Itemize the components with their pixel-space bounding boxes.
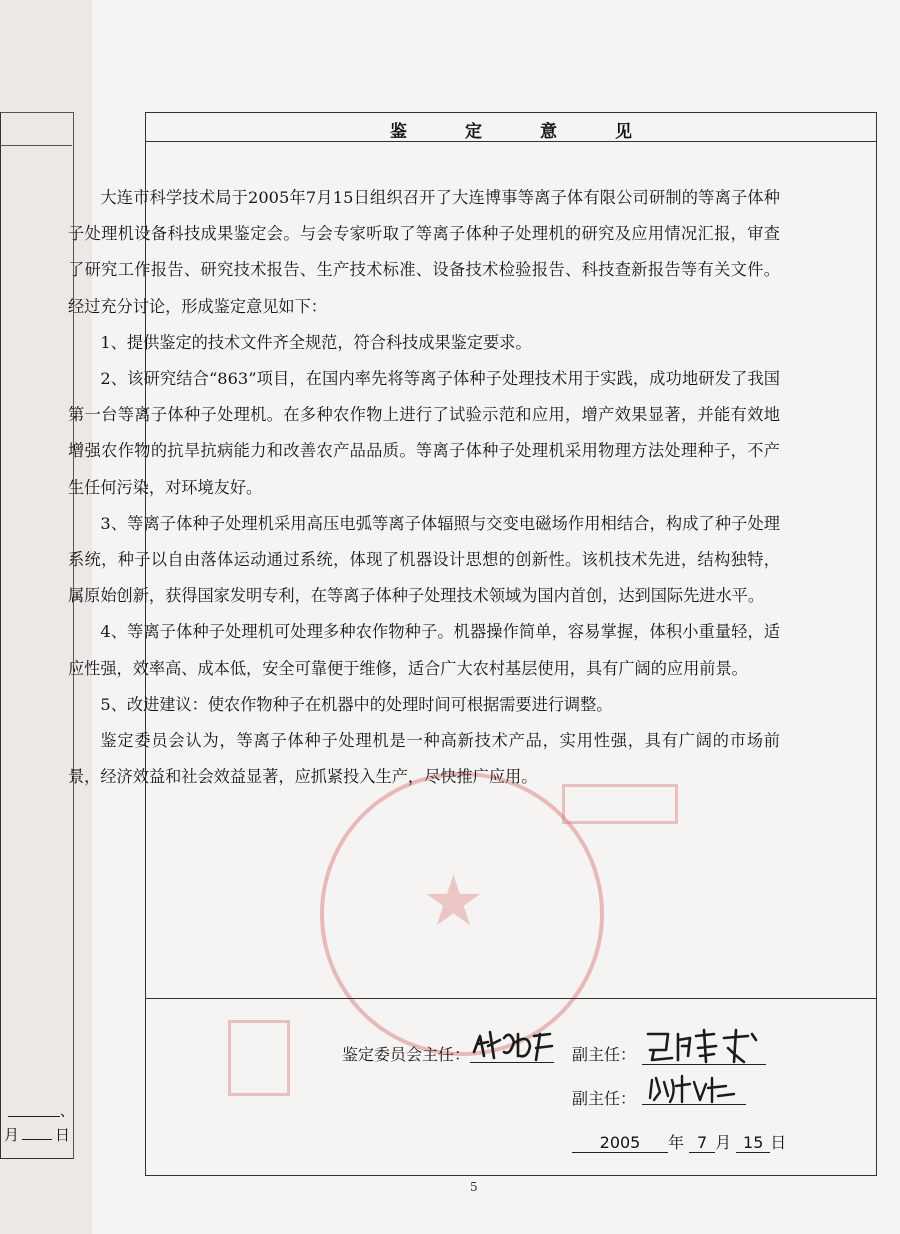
adjacent-page-frame [0,112,74,1159]
section-title: 鉴定意见 [390,122,690,142]
paragraph-item-5: 5、改进建议：使农作物种子在机器中的处理时间可根据需要进行调整。 [100,694,613,714]
signature-divider [146,998,876,999]
page-number: 5 [470,1180,478,1194]
opinion-body [68,180,780,795]
adjacent-page-day-unit: 日 [55,1126,71,1144]
paragraph-intro: 大连市科学技术局于2005年7月15日组织召开了大连博事等离子体有限公司研制的等离子体种子处理机设备科技成果鉴定会。与会专家听取了等离子体种子处理机的研究及应用情况汇报，审查了研究工作报告、研究技术报告、生产技术标准、设备技术检验报告、科技查新报告等有关文件。经过充分讨论，形成鉴定意见如下： [68,188,780,316]
chair-label: 鉴定委员会主任： [342,1045,471,1064]
form-header-row [146,113,876,142]
paragraph-item-3: 3、等离子体种子处理机采用高压电弧等离子体辐照与交变电磁场作用相结合，构成了种子处理系统，种子以自由落体运动通过系统，体现了机器设计思想的创新性。该机技术先进，结构独特，属原始创新，获得国家发明专利，在等离子体种子处理技术领域为国内首创，达到国际先进水平。 [68,513,780,606]
chair-signature [470,1022,556,1066]
vice-chair-signature-2 [646,1072,742,1106]
paragraph-item-1: 1、提供鉴定的技术文件齐全规范，符合科技成果鉴定要求。 [100,332,532,352]
date-year-unit: 年 [668,1133,685,1152]
vice-chair-label-2: 副主任： [572,1089,637,1108]
adjacent-page-month-unit: 月 [4,1126,20,1144]
adjacent-page-date [4,1124,70,1145]
paragraph-item-2: 2、该研究结合“863”项目，在国内率先将等离子体种子处理技术用于实践，成功地研发了我国第一台等离子体种子处理机。在多种农作物上进行了试验示范和应用，增产效果显著，并能有效地增强农作物的抗旱抗病能力和改善农产品品质。等离子体种子处理机采用物理方法处理种子，不产生任何污染，对环境友好。 [68,369,780,497]
vice-chair-label-1: 副主任： [572,1045,637,1064]
adjacent-page-rule [0,145,72,146]
date-month: 7 [689,1133,715,1153]
date-day-unit: 日 [770,1133,787,1152]
paragraph-conclusion: 鉴定委员会认为，等离子体种子处理机是一种高新技术产品，实用性强，具有广阔的市场前景，经济效益和社会效益显著，应抓紧投入生产，尽快推广应用。 [68,731,780,787]
date-day: 15 [736,1133,770,1153]
date-year: 2005 [572,1133,668,1153]
signing-date [572,1130,786,1153]
adjacent-page-signature-line [8,1116,60,1117]
paragraph-item-4: 4、等离子体种子处理机可处理多种农作物种子。机器操作简单，容易掌握，体积小重量轻，适应性强，效率高、成本低，安全可靠便于维修，适合广大农村基层使用，具有广阔的应用前景。 [68,622,780,678]
date-month-unit: 月 [715,1133,732,1152]
vice-chair-signature-1 [644,1026,766,1066]
official-seal-star-icon: ★ [422,860,485,942]
